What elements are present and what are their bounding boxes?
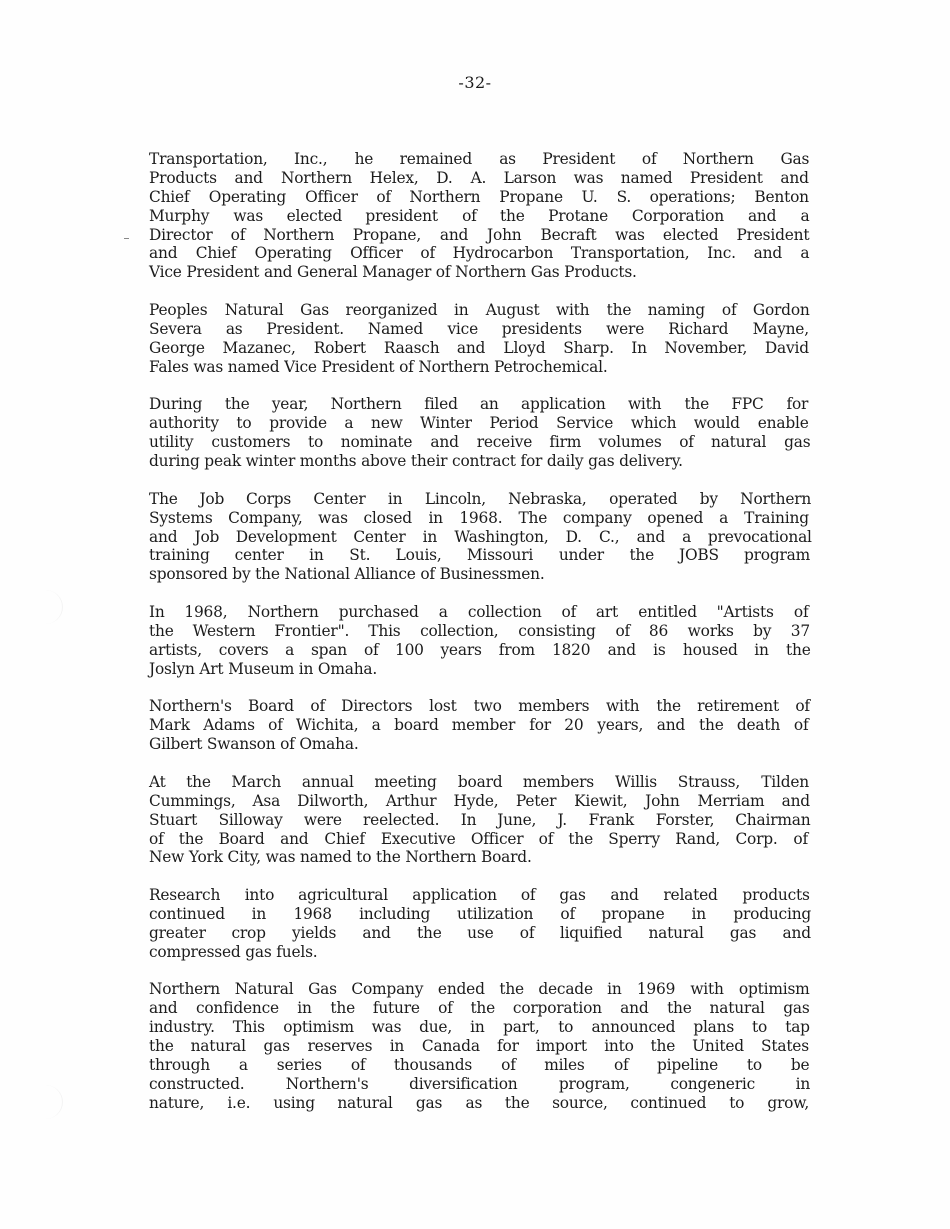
text-line: Northern's Board of Directors lost two members with the retirement of: [149, 697, 810, 716]
paragraph-decade-end: [149, 980, 810, 1112]
text-line: Fales was named Vice President of Northern Petrochemical.: [149, 357, 608, 376]
text-line: continued in 1968 including utilization of propane in producing: [149, 904, 812, 923]
text-line: Cummings, Asa Dilworth, Arthur Hyde, Peter Kiewit, John Merriam and: [149, 791, 810, 810]
paragraph-peoples-natural-gas: [149, 301, 810, 377]
page-number: -32-: [458, 73, 492, 92]
punch-hole-shadow: [28, 1085, 63, 1119]
text-line: nature, i.e. using natural gas as the source, continued to grow,: [149, 1093, 810, 1112]
text-line: Vice President and General Manager of Northern Gas Products.: [149, 263, 637, 282]
text-line: Stuart Silloway were reelected. In June, J. Frank Forster, Chairman: [149, 810, 811, 829]
text-line: Severa as President. Named vice presidents were Richard Mayne,: [149, 319, 809, 338]
text-line: greater crop yields and the use of liquified natural gas and: [149, 923, 811, 942]
paragraph-leadership-changes: [149, 150, 810, 282]
text-line: Director of Northern Propane, and John Becraft was elected President: [149, 225, 810, 244]
text-line: of the Board and Chief Executive Officer of the Sperry Rand, Corp. of: [149, 829, 808, 848]
document-body: [149, 150, 810, 1131]
text-line: Chief Operating Officer of Northern Propane U. S. operations; Benton: [149, 187, 809, 206]
text-line: compressed gas fuels.: [149, 942, 318, 961]
paragraph-board-losses: [149, 697, 810, 754]
text-line: and confidence in the future of the corporation and the natural gas: [149, 999, 810, 1018]
text-line: Transportation, Inc., he remained as President of Northern Gas: [149, 150, 810, 168]
text-line: Mark Adams of Wichita, a board member for 20 years, and the death of: [149, 716, 809, 735]
text-line: New York City, was named to the Northern Board.: [149, 848, 532, 867]
text-line: In 1968, Northern purchased a collection of art entitled "Artists of: [149, 603, 809, 621]
paragraph-art-collection: [149, 603, 810, 679]
text-line: and Chief Operating Officer of Hydrocarbon Transportation, Inc. and a: [149, 244, 810, 263]
text-line: during peak winter months above their contract for daily gas delivery.: [149, 452, 683, 471]
text-line: sponsored by the National Alliance of Businessmen.: [149, 565, 545, 584]
text-line: During the year, Northern filed an application with the FPC for: [149, 395, 809, 414]
text-line: Joslyn Art Museum in Omaha.: [149, 659, 378, 678]
text-line: At the March annual meeting board members Willis Strauss, Tilden: [149, 772, 810, 791]
punch-hole-shadow: [28, 590, 63, 624]
text-line: the natural gas reserves in Canada for import into the United States: [149, 1037, 809, 1056]
text-line: utility customers to nominate and receive firm volumes of natural gas: [149, 433, 811, 452]
text-line: Gilbert Swanson of Omaha.: [149, 735, 359, 754]
text-line: Products and Northern Helex, D. A. Larson was named President and: [149, 168, 809, 187]
text-line: authority to provide a new Winter Period Service which would enable: [149, 414, 809, 433]
text-line: through a series of thousands of miles of pipeline to be: [149, 1056, 810, 1074]
paragraph-annual-meeting: [149, 773, 810, 867]
paragraph-fpc-application: [149, 395, 810, 471]
text-line: Northern Natural Gas Company ended the decade in 1969 with optimism: [149, 980, 810, 999]
paragraph-job-corps: [149, 490, 810, 584]
text-line: industry. This optimism was due, in part, to announced plans to tap: [149, 1018, 810, 1037]
margin-mark: [124, 238, 129, 239]
paragraph-agricultural-research: [149, 886, 810, 962]
text-line: Research into agricultural application of gas and related products: [149, 886, 810, 905]
text-line: The Job Corps Center in Lincoln, Nebraska, operated by Northern: [149, 489, 812, 508]
text-line: the Western Frontier". This collection, consisting of 86 works by 37: [149, 621, 810, 640]
text-line: constructed. Northern's diversification program, congeneric in: [149, 1074, 811, 1093]
text-line: artists, covers a span of 100 years from 1820 and is housed in the: [149, 640, 811, 659]
text-line: Murphy was elected president of the Protane Corporation and a: [149, 206, 810, 225]
text-line: Systems Company, was closed in 1968. The company opened a Training: [149, 508, 809, 527]
text-line: training center in St. Louis, Missouri under the JOBS program: [149, 546, 811, 565]
text-line: and Job Development Center in Washington, D. C., and a prevocational: [149, 527, 812, 546]
text-line: Peoples Natural Gas reorganized in August with the naming of Gordon: [149, 301, 810, 320]
text-line: George Mazanec, Robert Raasch and Lloyd Sharp. In November, David: [149, 338, 809, 357]
